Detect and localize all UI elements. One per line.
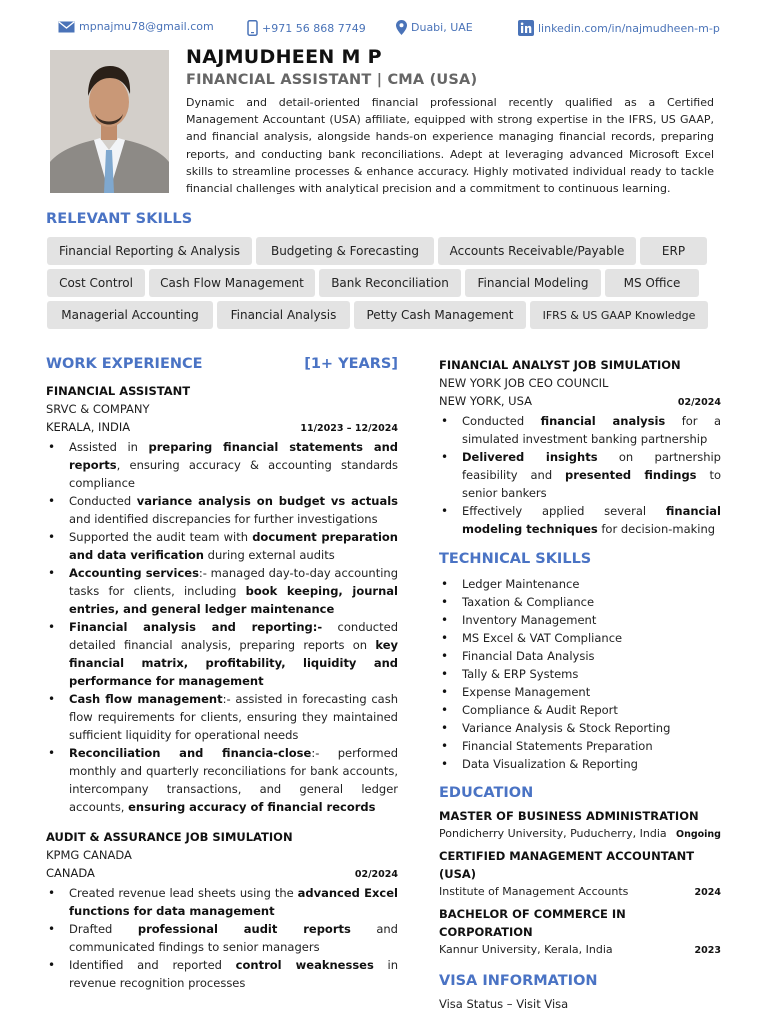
email-icon — [58, 21, 75, 33]
job-company: KPMG CANADA — [46, 848, 132, 862]
phone-icon — [247, 20, 258, 36]
job-bullet: • Supported the audit team with document preparation and data verification during external audits — [46, 528, 398, 564]
job-bullet: • Accounting services:- managed day-to-day accounting tasks for clients, including book keeping, journal entries, and general ledger maintenance — [46, 564, 398, 618]
education-school: Institute of Management Accounts — [439, 885, 629, 898]
job-location: CANADA — [46, 866, 95, 880]
job-title: FINANCIAL ASSISTANT — [46, 384, 191, 398]
candidate-name: NAJMUDHEEN M P — [186, 46, 382, 68]
job-location-row — [439, 392, 721, 412]
right-column — [439, 356, 721, 1013]
location-text: Duabi, UAE — [411, 21, 473, 34]
work-experience-section — [46, 356, 398, 992]
job-location-row — [46, 864, 398, 884]
job-bullet: • Conducted variance analysis on budget vs actuals and identified discrepancies for further investigations — [46, 492, 398, 528]
job-bullets — [46, 884, 398, 992]
skills-row — [47, 269, 717, 297]
education-school: Kannur University, Kerala, India — [439, 943, 613, 956]
candidate-role: FINANCIAL ASSISTANT | CMA (USA) — [186, 72, 478, 88]
job-entry — [46, 828, 398, 992]
technical-skill-item: • Inventory Management — [439, 611, 721, 629]
visa-heading: VISA INFORMATION — [439, 973, 598, 989]
skills-row — [47, 301, 717, 329]
education-section — [439, 785, 721, 959]
job-title: FINANCIAL ANALYST JOB SIMULATION — [439, 358, 681, 372]
job-date: 02/2024 — [677, 397, 721, 408]
skill-chip: Financial Modeling — [465, 269, 601, 297]
phone-contact[interactable] — [247, 20, 366, 36]
skill-chip: Financial Reporting & Analysis — [47, 237, 252, 265]
job-bullet: • Reconciliation and financia-close:- performed monthly and quarterly reconciliations for bank accounts, intercompany transactions, and general ledger accounts, ensuring accuracy of financial records — [46, 744, 398, 816]
technical-skills-heading: TECHNICAL SKILLS — [439, 551, 592, 567]
linkedin-icon — [518, 20, 534, 36]
job-bullet: • Created revenue lead sheets using the advanced Excel functions for data management — [46, 884, 398, 920]
education-degree: MASTER OF BUSINESS ADMINISTRATION — [439, 809, 699, 823]
skill-chip: Petty Cash Management — [354, 301, 526, 329]
job-date: 11/2023 – 12/2024 — [300, 423, 398, 434]
person-portrait-icon — [50, 50, 169, 193]
education-heading: EDUCATION — [439, 785, 534, 801]
education-detail-row — [439, 941, 721, 959]
job-location: KERALA, INDIA — [46, 420, 131, 434]
technical-skill-item: • Ledger Maintenance — [439, 575, 721, 593]
skill-chip: MS Office — [605, 269, 699, 297]
skill-chip: Cash Flow Management — [149, 269, 315, 297]
job-bullets — [46, 438, 398, 816]
education-detail-row — [439, 883, 721, 901]
education-school: Pondicherry University, Puducherry, India — [439, 827, 667, 840]
email-text: mpnajmu78@gmail.com — [79, 20, 214, 33]
job-entry — [439, 356, 721, 538]
job-bullet: • Cash flow management:- assisted in forecasting cash flow requirements for clients, ensuring they maintained sufficient liquidity for operational needs — [46, 690, 398, 744]
skill-chip: Accounts Receivable/Payable — [438, 237, 636, 265]
technical-skills-header — [439, 551, 721, 573]
skill-chip: Bank Reconciliation — [319, 269, 461, 297]
education-degree: BACHELOR OF COMMERCE IN CORPORATION — [439, 907, 626, 939]
education-year: Ongoing — [676, 829, 721, 840]
job-bullet: • Effectively applied several financial modeling techniques for decision-making — [439, 502, 721, 538]
education-entry — [439, 905, 721, 959]
technical-skill-item: • Taxation & Compliance — [439, 593, 721, 611]
skills-chip-group — [47, 237, 717, 333]
visa-header — [439, 973, 721, 995]
linkedin-contact[interactable] — [518, 20, 720, 36]
skill-chip: Cost Control — [47, 269, 145, 297]
visa-status: Visa Status – Visit Visa — [439, 997, 569, 1011]
visa-section — [439, 973, 721, 1013]
job-bullets — [439, 412, 721, 538]
job-date: 02/2024 — [354, 869, 398, 880]
relevant-skills-heading: RELEVANT SKILLS — [46, 211, 193, 227]
work-experience-years: [1+ YEARS] — [304, 356, 398, 372]
profile-summary: Dynamic and detail-oriented financial professional recently qualified as a Certified Management Accountant (USA) affiliate, equipped with strong expertise in the IFRS, US GAAP, and financial analysis, alongside hands-on experience managing financial records, preparing reports, and conducting bank reconciliations. Adept at leveraging advanced Microsoft Excel skills to streamline processes & enhance accuracy. Highly motivated individual ready to tackle financial challenges with analytical precision and a commitment to continuous learning. — [186, 96, 714, 196]
email-contact[interactable] — [58, 20, 214, 33]
job-bullet: • Conducted financial analysis for a simulated investment banking partnership — [439, 412, 721, 448]
education-entry — [439, 847, 721, 901]
job-company: SRVC & COMPANY — [46, 402, 150, 416]
technical-skills-section — [439, 551, 721, 773]
technical-skill-item: • Expense Management — [439, 683, 721, 701]
skill-chip: Financial Analysis — [217, 301, 350, 329]
profile-photo — [50, 50, 169, 193]
work-experience-header — [46, 356, 398, 378]
education-year: 2023 — [694, 945, 721, 956]
linkedin-text: linkedin.com/in/najmudheen-m-p — [538, 21, 720, 35]
work-experience-heading: WORK EXPERIENCE — [46, 356, 203, 372]
job-bullet: • Assisted in preparing financial statements and reports, ensuring accuracy & accounting standards compliance — [46, 438, 398, 492]
job-bullet: • Financial analysis and reporting:- conducted detailed financial analysis, preparing reports on key financial matrix, profitability, liquidity and performance for management — [46, 618, 398, 690]
skill-chip: IFRS & US GAAP Knowledge — [530, 301, 708, 329]
job-entry — [46, 382, 398, 816]
location-contact — [396, 20, 473, 35]
skill-chip: ERP — [640, 237, 707, 265]
technical-skill-item: • Compliance & Audit Report — [439, 701, 721, 719]
job-title: AUDIT & ASSURANCE JOB SIMULATION — [46, 830, 293, 844]
education-header — [439, 785, 721, 807]
location-pin-icon — [396, 20, 407, 35]
technical-skill-item: • Financial Data Analysis — [439, 647, 721, 665]
job-location-row — [46, 418, 398, 438]
technical-skills-list — [439, 575, 721, 773]
technical-skill-item: • Data Visualization & Reporting — [439, 755, 721, 773]
job-location: NEW YORK, USA — [439, 394, 532, 408]
technical-skill-item: • Financial Statements Preparation — [439, 737, 721, 755]
job-bullet: • Drafted professional audit reports and communicated findings to senior managers — [46, 920, 398, 956]
education-year: 2024 — [694, 887, 721, 898]
technical-skill-item: • Variance Analysis & Stock Reporting — [439, 719, 721, 737]
skills-row — [47, 237, 717, 265]
job-bullet: • Delivered insights on partnership feasibility and presented findings to senior bankers — [439, 448, 721, 502]
education-degree: CERTIFIED MANAGEMENT ACCOUNTANT (USA) — [439, 849, 695, 881]
technical-skill-item: • Tally & ERP Systems — [439, 665, 721, 683]
job-bullet: • Identified and reported control weaknesses in revenue recognition processes — [46, 956, 398, 992]
education-entry — [439, 807, 721, 843]
skill-chip: Managerial Accounting — [47, 301, 213, 329]
contact-bar — [0, 20, 768, 38]
job-company: NEW YORK JOB CEO COUNCIL — [439, 376, 609, 390]
education-detail-row — [439, 825, 721, 843]
technical-skill-item: • MS Excel & VAT Compliance — [439, 629, 721, 647]
phone-text: +971 56 868 7749 — [262, 21, 366, 35]
skill-chip: Budgeting & Forecasting — [256, 237, 434, 265]
